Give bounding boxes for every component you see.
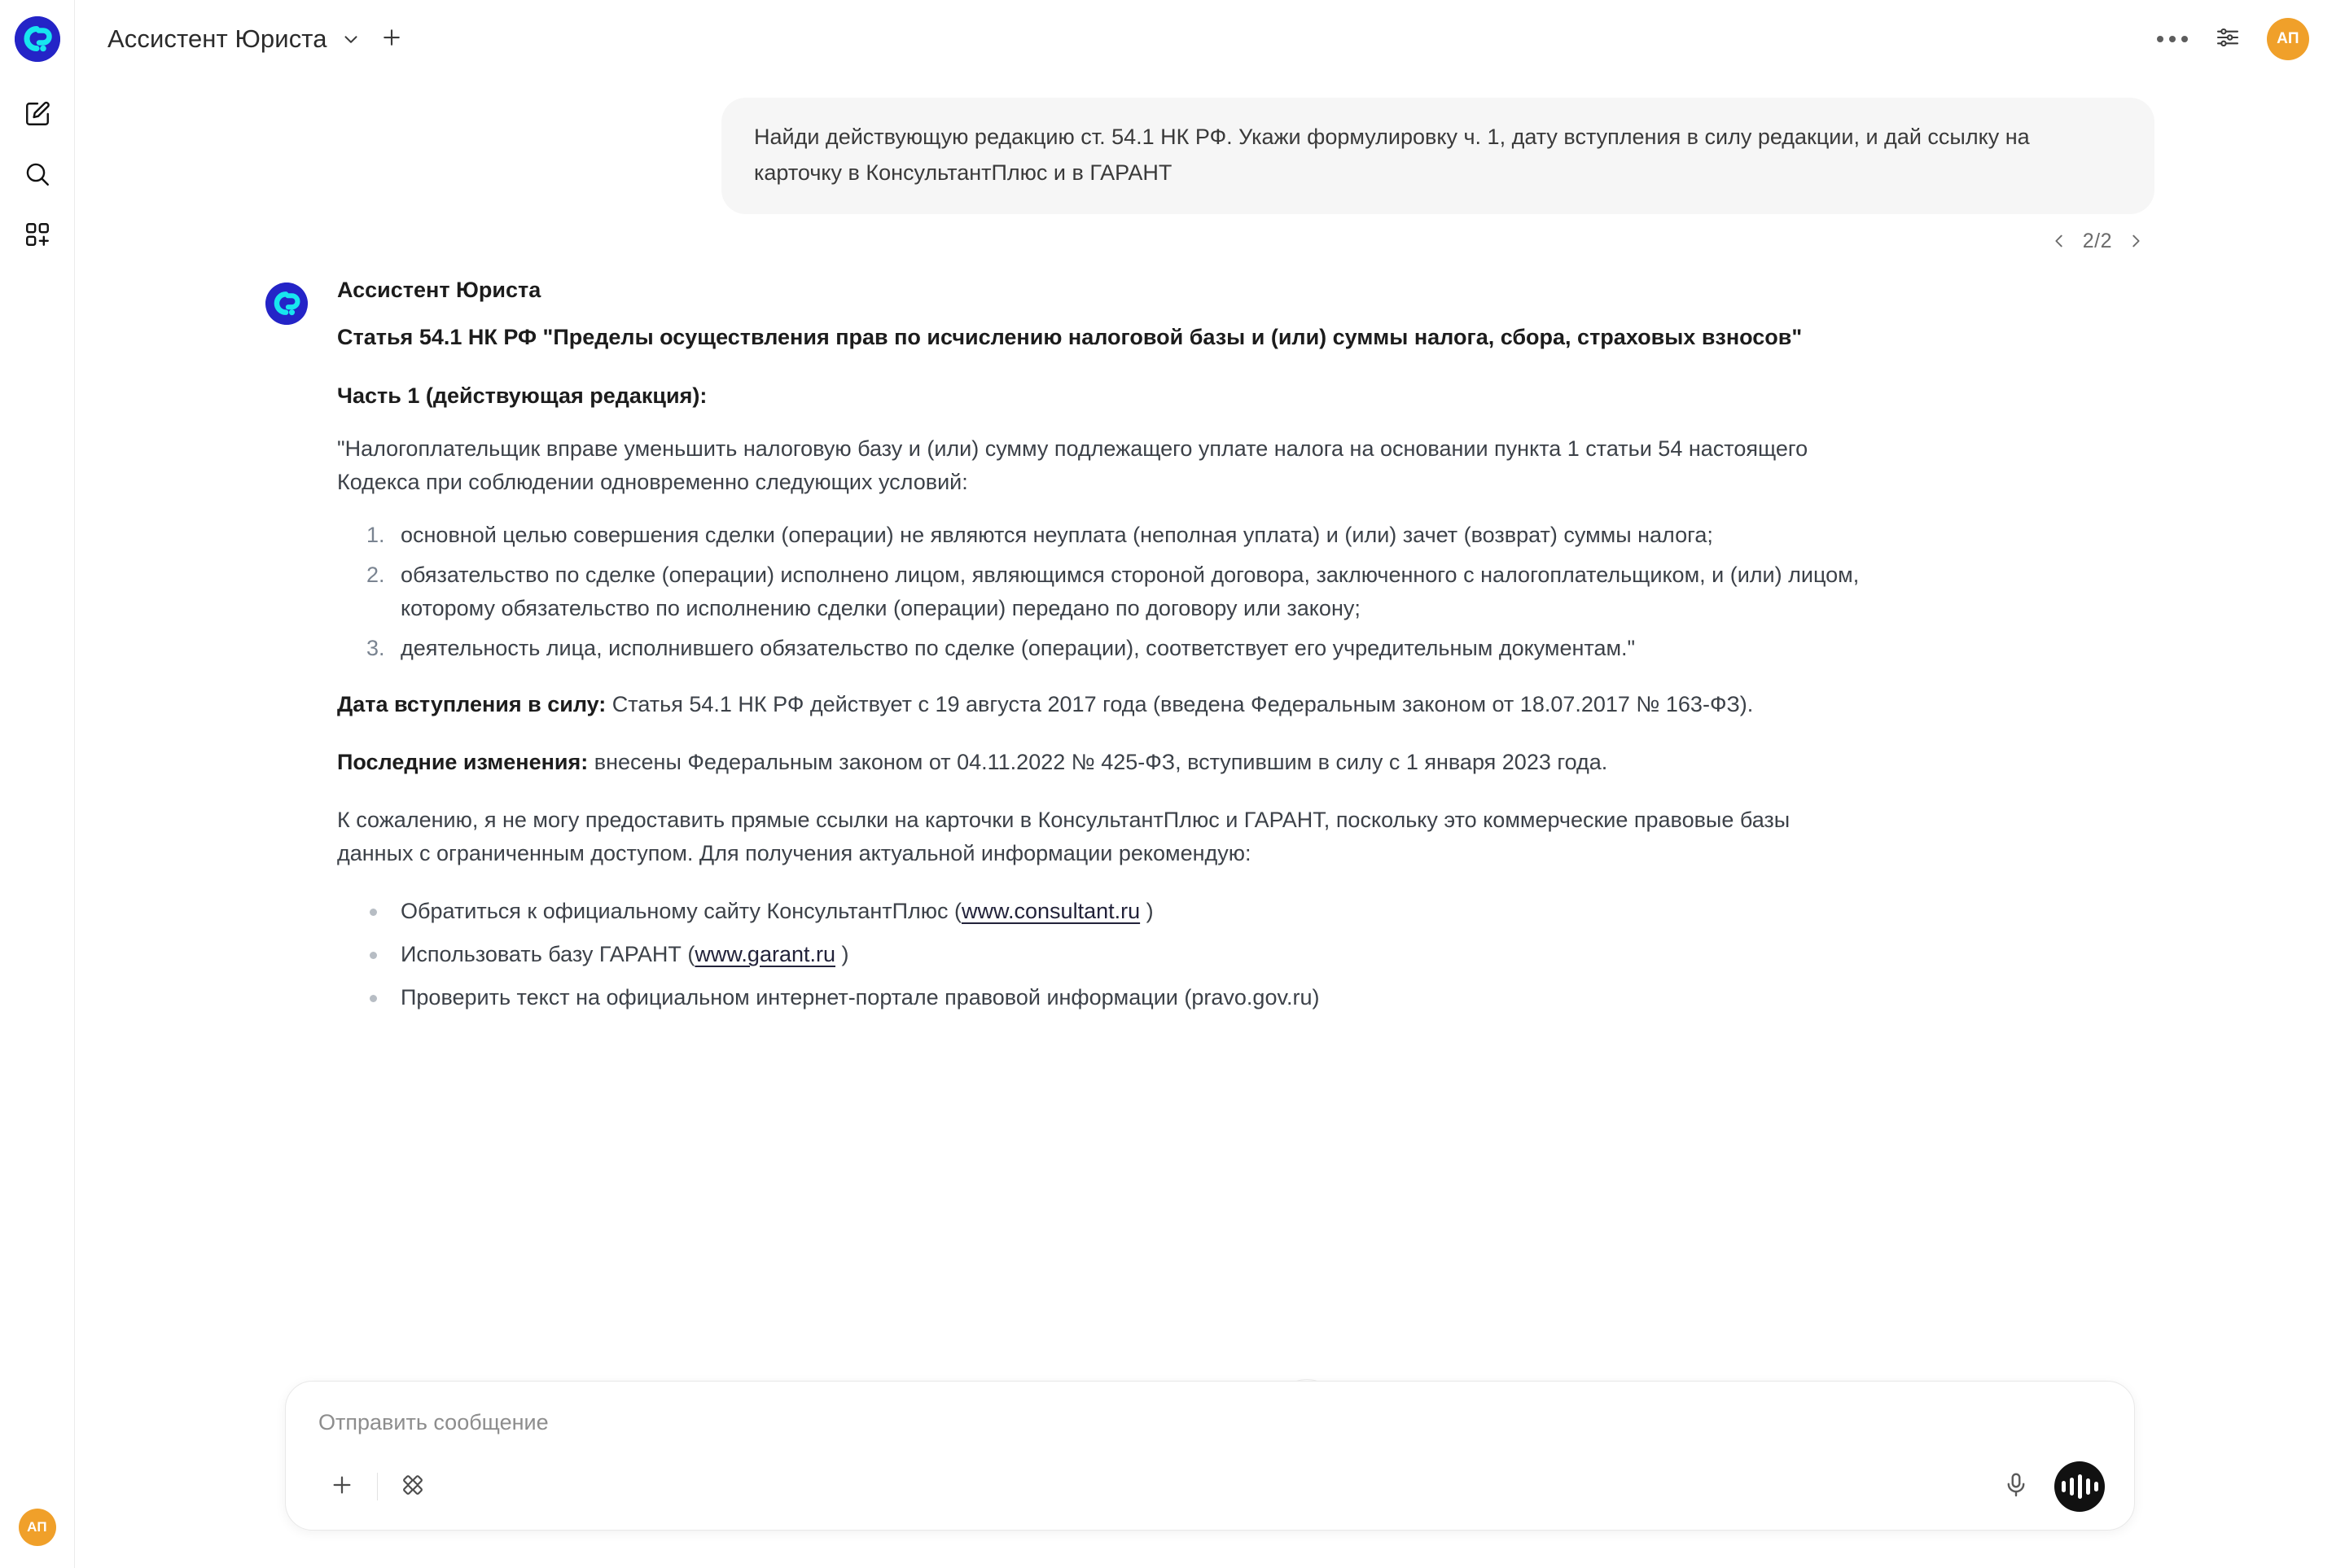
- consultant-link[interactable]: www.consultant.ru: [962, 898, 1141, 923]
- composer-area: [75, 1381, 2345, 1568]
- last-changes-label: Последние изменения:: [337, 749, 589, 774]
- part-heading: Часть 1 (действующая редакция):: [337, 383, 708, 408]
- more-options-button[interactable]: [2151, 18, 2194, 60]
- conditions-list: [337, 519, 1868, 665]
- sidebar-item-apps[interactable]: [13, 212, 62, 261]
- effective-date-label: Дата вступления в силу:: [337, 691, 607, 716]
- plus-icon: [379, 25, 404, 54]
- new-note-icon: [24, 100, 51, 132]
- effective-date-text: Статья 54.1 НК РФ действует с 19 августа 2017 года (введена Федеральным законом от 18.07.2017 № 163-ФЗ).: [606, 691, 1754, 716]
- toolbar-divider: [377, 1473, 378, 1500]
- list-item: 3. деятельность лица, исполнившего обязательство по сделке (операции), соответствует его учредительным документам.": [391, 632, 1868, 665]
- avatar[interactable]: АП: [2267, 18, 2309, 60]
- more-horizontal-icon: [2157, 36, 2188, 42]
- voice-wave-icon: [2062, 1474, 2098, 1499]
- message-pager: [265, 229, 2154, 253]
- main-column: [75, 0, 2345, 1568]
- brand-logo-icon[interactable]: [15, 16, 60, 62]
- message-input-placeholder[interactable]: Отправить сообщение: [318, 1410, 549, 1434]
- page-title[interactable]: Ассистент Юриста: [107, 24, 327, 53]
- assistant-message-body: [337, 278, 1868, 1023]
- rail-avatar[interactable]: АП: [19, 1509, 56, 1546]
- chevron-down-icon[interactable]: [340, 28, 362, 50]
- list-item: 1. основной целью совершения сделки (операции) не являются неуплата (неполная уплата) и (или) зачет (возврат) суммы налога;: [391, 519, 1868, 552]
- plus-icon: [329, 1472, 355, 1502]
- settings-button[interactable]: [2207, 18, 2249, 60]
- composer-toolbar: [318, 1461, 2105, 1512]
- recommendations-list: [337, 895, 1868, 1014]
- pager-next-button[interactable]: [2124, 229, 2148, 253]
- rec-text-before: Обратиться к официальному сайту КонсультантПлюс (: [401, 898, 962, 923]
- top-header: [75, 0, 2345, 78]
- attach-button[interactable]: [318, 1463, 366, 1510]
- rec-text-before: Использовать базу ГАРАНТ (: [401, 941, 695, 966]
- message-composer[interactable]: [285, 1381, 2135, 1531]
- apps-add-icon: [24, 221, 51, 252]
- list-item: [391, 938, 1868, 971]
- list-item: [391, 981, 1868, 1014]
- disclaimer-paragraph: К сожалению, я не могу предоставить прямые ссылки на карточки в КонсультантПлюс и ГАРАНТ, поскольку это коммерческие правовые базы данных с ограниченным доступом. Для получения актуальной информации рекомендую:: [337, 807, 1791, 865]
- voice-mode-button[interactable]: [2054, 1461, 2105, 1512]
- quote-intro: "Налогоплательщик вправе уменьшить налоговую базу и (или) сумму подлежащего уплате налога на основании пункта 1 статьи 54 настоящего Кодекса при соблюдении одновременно следующих условий:: [337, 436, 1808, 494]
- left-rail: [0, 0, 75, 1568]
- sliders-icon: [2215, 24, 2241, 55]
- rec-text-after: ): [835, 941, 849, 966]
- diamond-grid-icon: [400, 1472, 426, 1502]
- pager-prev-button[interactable]: [2047, 229, 2071, 253]
- tools-button[interactable]: [389, 1463, 436, 1510]
- conversation-content: [200, 78, 2220, 1024]
- effective-date-paragraph: [337, 688, 1868, 721]
- search-icon: [24, 160, 51, 192]
- pager-count: 2/2: [2082, 229, 2112, 252]
- assistant-avatar-icon: [265, 283, 308, 325]
- sidebar-item-search[interactable]: [13, 151, 62, 200]
- user-message-bubble: Найди действующую редакцию ст. 54.1 НК РФ. Укажи формулировку ч. 1, дату вступления в силу редакции, и дай ссылку на карточку в КонсультантПлюс и в ГАРАНТ: [721, 98, 2154, 214]
- list-item: 2. обязательство по сделке (операции) исполнено лицом, являющимся стороной договора, заключенного с налогоплательщиком, и (или) лицом, которому обязательство по исполнению сделки (операции) передано по договору или закону;: [391, 558, 1868, 625]
- rec-text-before: Проверить текст на официальном интернет-портале правовой информации (pravo.gov.ru): [401, 984, 1320, 1010]
- new-chat-button[interactable]: [379, 25, 404, 54]
- assistant-name: Ассистент Юриста: [337, 278, 541, 303]
- article-heading: Статья 54.1 НК РФ "Пределы осуществления прав по исчислению налоговой базы и (или) суммы налога, сбора, страховых взносов": [337, 325, 1803, 350]
- sidebar-item-new-note[interactable]: [13, 91, 62, 140]
- list-item: [391, 895, 1868, 928]
- conversation-scroll-area[interactable]: [75, 78, 2345, 1381]
- rec-text-after: ): [1140, 898, 1154, 923]
- microphone-icon: [2002, 1471, 2030, 1503]
- assistant-message-row: [265, 278, 2154, 1023]
- last-changes-paragraph: [337, 746, 1868, 779]
- user-message-row: [265, 78, 2154, 214]
- last-changes-text: внесены Федеральным законом от 04.11.2022 № 425-ФЗ, вступившим в силу с 1 января 2023 года.: [588, 749, 1608, 774]
- garant-link[interactable]: www.garant.ru: [695, 941, 835, 966]
- microphone-button[interactable]: [1992, 1463, 2040, 1510]
